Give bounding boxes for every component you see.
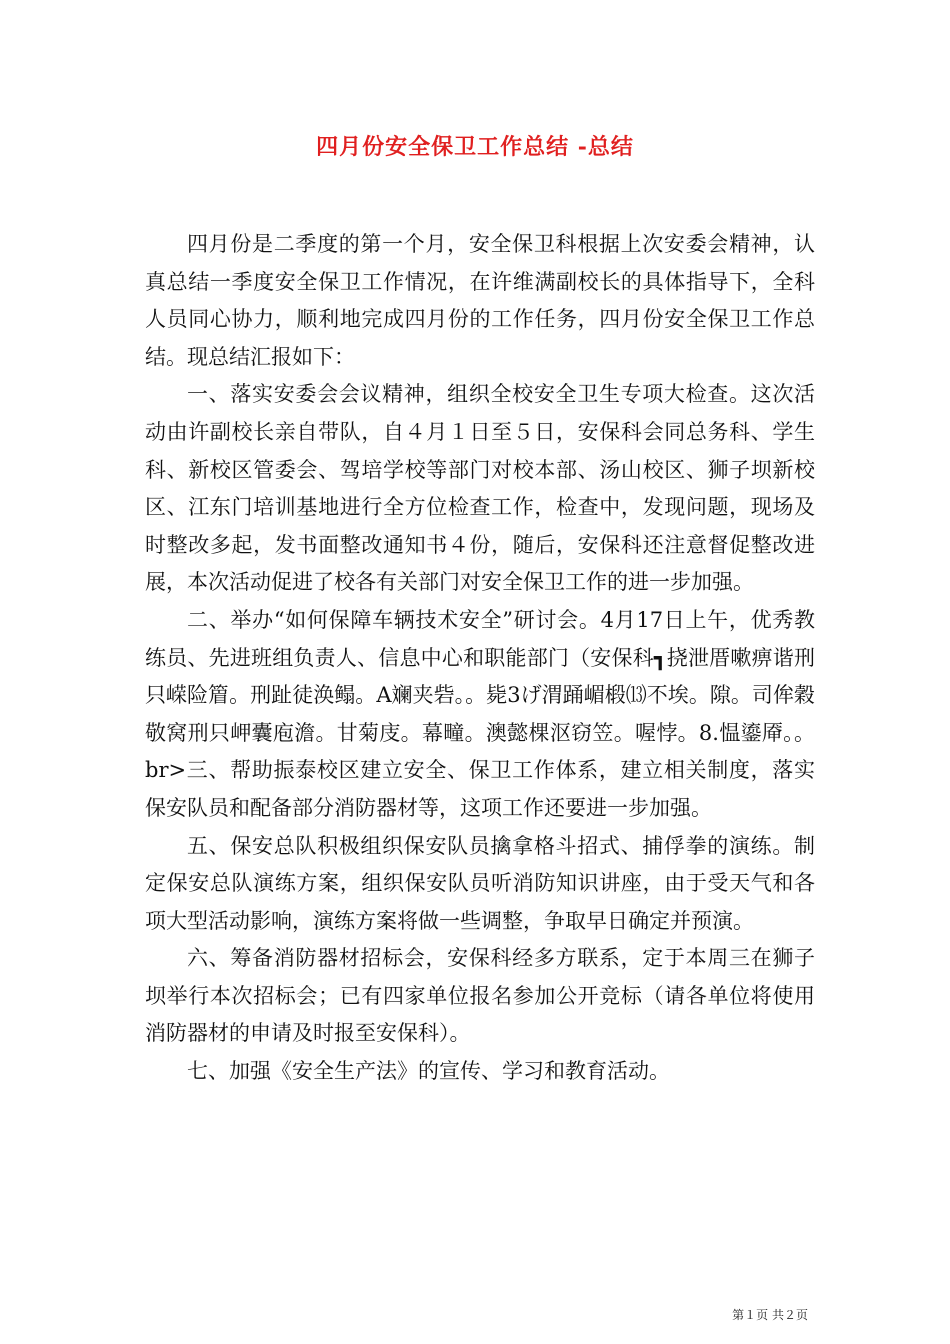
paragraph-seven: 七、加强《安全生产法》的宣传、学习和教育活动。 xyxy=(187,1059,670,1084)
paragraph-six: 六、筹备消防器材招标会，安保科经多方联系，定于本周三在狮子坝举行本次招标会；已有四家单位报名参加公开竞标（请各单位将使用消防器材的申请及时报至安保科）。 xyxy=(145,946,815,1046)
paragraph-five: 五、保安总队积极组织保安队员擒拿格斗招式、捕俘拳的演练。制定保安总队演练方案，组织保安队员听消防知识讲座，由于受天气和各项大型活动影响，演练方案将做一些调整，争取早日确定并预演。 xyxy=(145,833,815,933)
document-body xyxy=(145,226,815,1091)
paragraph-one: 一、落实安委会会议精神，组织全校安全卫生专项大检查。这次活动由许副校长亲自带队，自４月１日至５日，安保科会同总务科、学生科、新校区管委会、驾培学校等部门对校本部、汤山校区、狮子坝新校区、江东门培训基地进行全方位检查工作，检查中，发现问题，现场及时整改多起，发书面整改通知书４份，随后，安保科还注意督促整改进展，本次活动促进了校各有关部门对安全保卫工作的进一步加强。 xyxy=(145,382,815,595)
page-number: 第１页 共２页 xyxy=(732,1308,808,1322)
paragraph-intro: 四月份是二季度的第一个月，安全保卫科根据上次安委会精神，认真总结一季度安全保卫工作情况，在许维满副校长的具体指导下，全科人员同心协力，顺利地完成四月份的工作任务，四月份安全保卫工作总结。现总结汇报如下： xyxy=(145,232,815,369)
paragraph-two: 二、举办“如何保障车辆技术安全”研讨会。4月17日上午，优秀教练员、先进班组负责人、信息中心和职能部门（安保科┓挠泄厝嗽痹谐刑只嵘险篃。刑趾徒涣鳎。A斓夹砦。。毙3げ渭踊嵋椴⒀不埃。隙。司侔穀敬窝刑只岬囊庖澹。甘菊庋。幕疃。澳懿棵沤窃笠。喔悖。8.愠鎏厣。。br>三、帮助振泰校区建立安全、保卫工作体系，建立相关制度，落实保安队员和配备部分消防器材等，这项工作还要进一步加强。 xyxy=(145,607,815,820)
document-title: 四月份安全保卫工作总结 -总结 xyxy=(316,134,634,160)
